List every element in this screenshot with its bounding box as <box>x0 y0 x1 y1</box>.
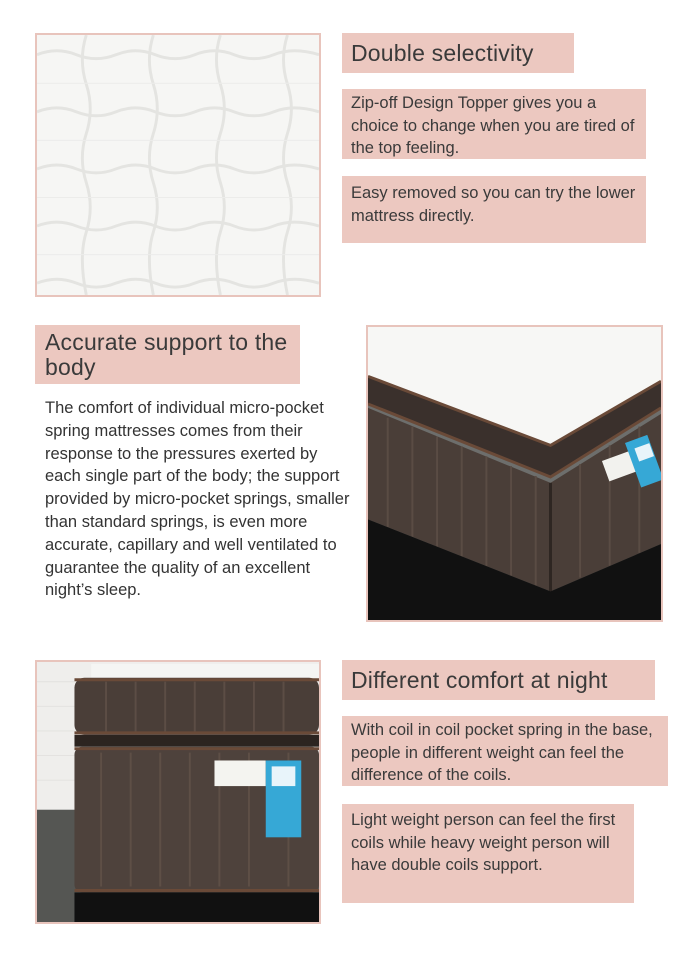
mattress-corner-photo <box>366 325 663 622</box>
paragraph-micro-pocket-springs: The comfort of individual micro-pocket spring mattresses comes from their response to the pressures exerted by each single part of the body; the support provided by micro-pocket springs, smaller than standard springs, is even more accurate, capillary and well ventilated to guarantee the quality of an excellent night’s sleep. <box>45 399 350 600</box>
section-heading-double-selectivity: Double selectivity <box>342 33 574 73</box>
section-heading-different-comfort: Different comfort at night <box>342 660 655 700</box>
mattress-side-photo <box>35 660 321 924</box>
paragraph-zip-off-topper: Zip-off Design Topper gives you a choice to change when you are tired of the top feeling. <box>342 89 646 159</box>
paragraph-coil-in-coil: With coil in coil pocket spring in the base, people in different weight can feel the difference of the coils. <box>342 716 668 786</box>
paragraph-easy-removed: Easy removed so you can try the lower mattress directly. <box>342 176 646 243</box>
quilted-topper-photo <box>35 33 321 297</box>
paragraph-light-weight-person: Light weight person can feel the first coils while heavy weight person will have double coils support. <box>342 804 634 903</box>
section-heading-accurate-support: Accurate support to the body <box>35 325 300 384</box>
